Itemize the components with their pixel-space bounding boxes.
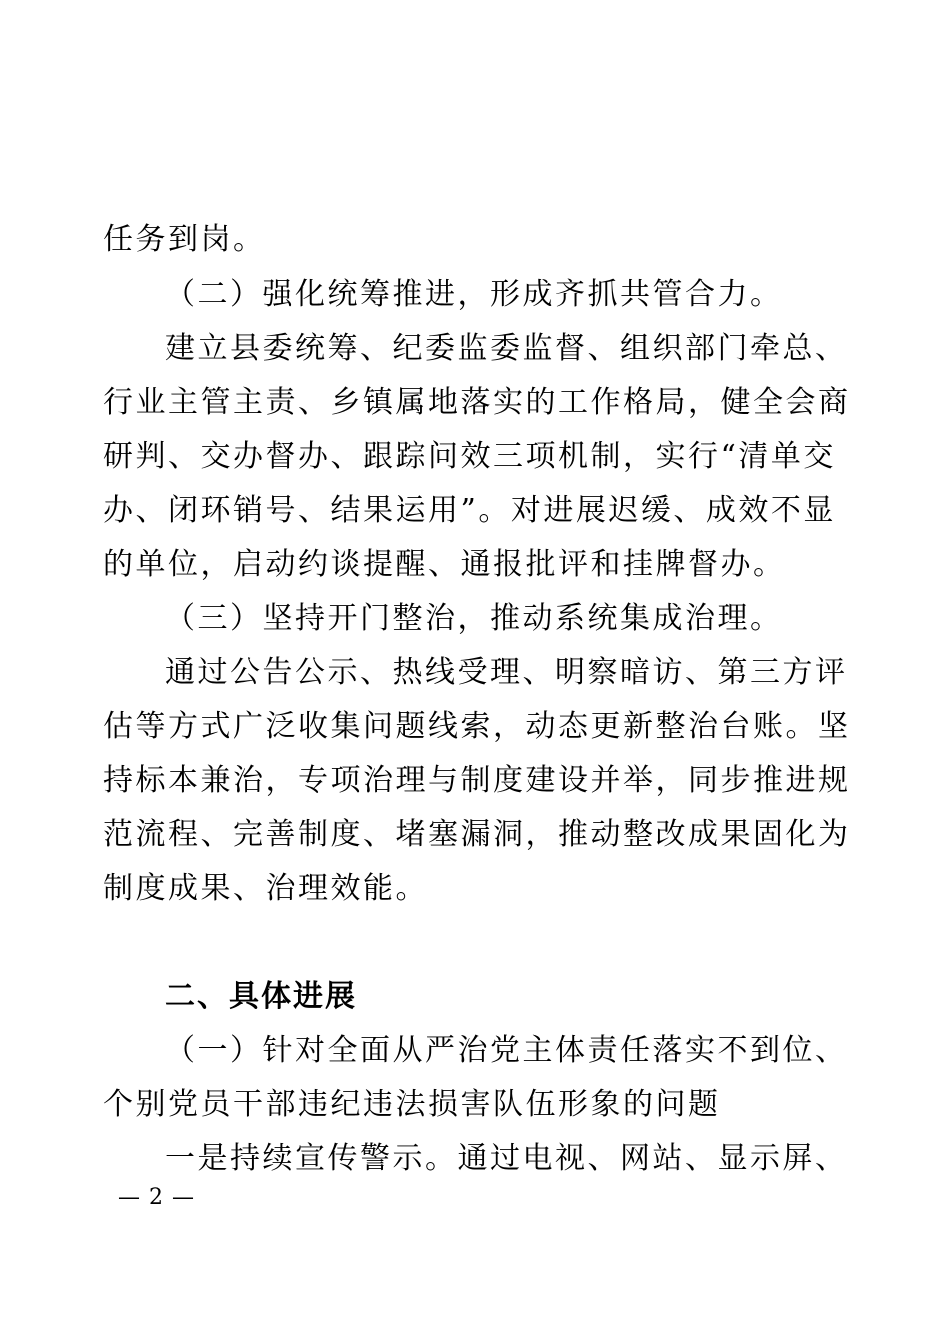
subsection-heading: （一）针对全面从严治党主体责任落实不到位、 (165, 1033, 848, 1068)
paragraph-line: 制度成果、治理效能。 (103, 871, 428, 906)
paragraph-line: 任务到岗。 (103, 222, 266, 257)
paragraph-line: 范流程、完善制度、堵塞漏洞，推动整改成果固化为 (103, 817, 851, 852)
paragraph-line: 研判、交办督办、跟踪问效三项机制，实行“清单交 (103, 439, 836, 474)
paragraph-line: 一是持续宣传警示。通过电视、网站、显示屏、 (165, 1141, 848, 1176)
paragraph-line: 建立县委统筹、纪委监委监督、组织部门牵总、 (165, 331, 848, 366)
paragraph-line: 估等方式广泛收集问题线索，动态更新整治台账。坚 (103, 709, 851, 744)
page-number: — 2 — (118, 1185, 195, 1210)
section-heading: （二）强化统筹推进，形成齐抓共管合力。 (165, 277, 783, 312)
paragraph-line: 通过公告公示、热线受理、明察暗访、第三方评 (165, 655, 848, 690)
section-heading: （三）坚持开门整治，推动系统集成治理。 (165, 601, 783, 636)
paragraph-line: 持标本兼治，专项治理与制度建设并举，同步推进规 (103, 763, 851, 798)
paragraph-line: 的单位，启动约谈提醒、通报批评和挂牌督办。 (103, 547, 786, 582)
paragraph-line: 行业主管主责、乡镇属地落实的工作格局，健全会商 (103, 385, 851, 420)
subsection-heading: 个别党员干部违纪违法损害队伍形象的问题 (103, 1087, 721, 1122)
paragraph-line: 办、闭环销号、结果运用”。对进展迟缓、成效不显 (103, 493, 836, 528)
chapter-heading: 二、具体进展 (165, 979, 357, 1014)
